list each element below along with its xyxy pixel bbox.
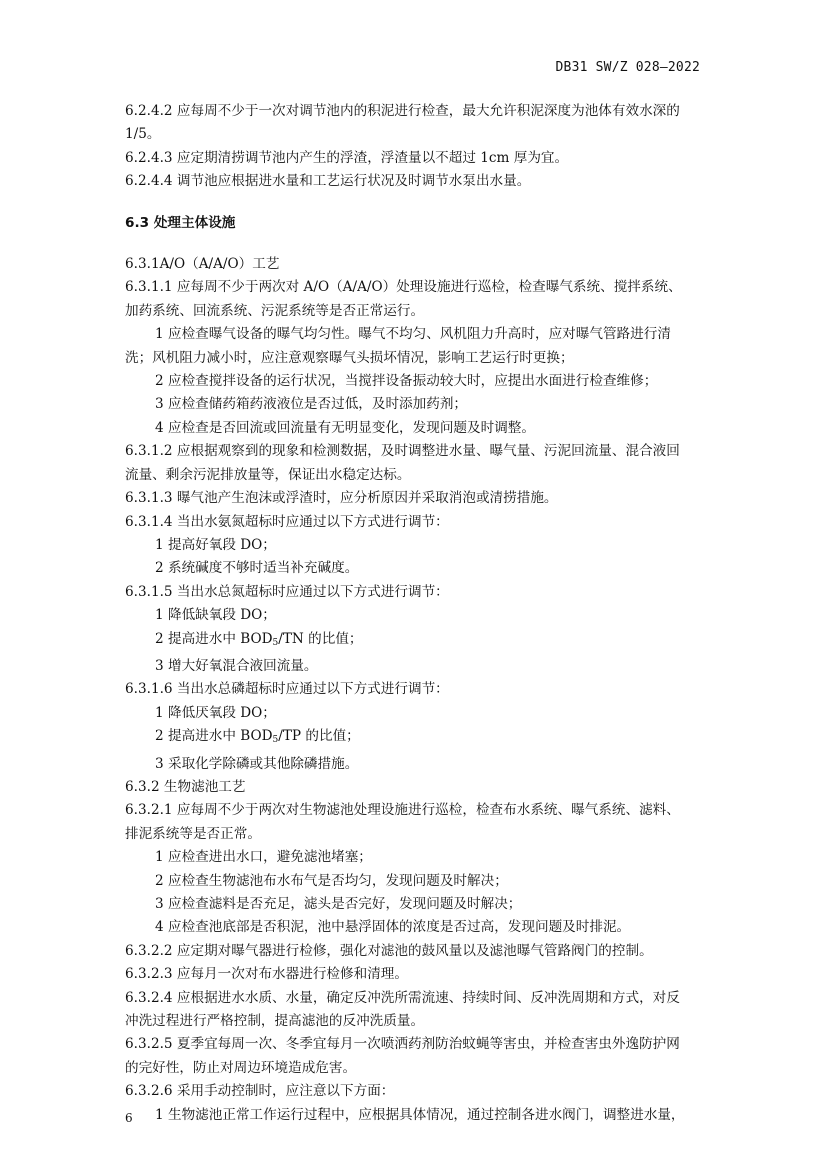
list-item: 1 降低厌氧段 DO； xyxy=(155,704,276,721)
list-item: 3 增大好氧混合液回流量。 xyxy=(155,657,318,674)
list-item: 1 降低缺氧段 DO； xyxy=(155,607,276,624)
list-item: 1 提高好氧段 DO； xyxy=(155,536,276,553)
list-item xyxy=(125,725,703,752)
subscript: 5 xyxy=(272,637,279,648)
list-item-text: /TP 的比值； xyxy=(278,728,360,745)
text-line: 加药系统、回流系统、污泥系统等是否正常运行。 xyxy=(125,302,425,319)
list-item: 4 应检查是否回流或回流量有无明显变化，发现问题及时调整。 xyxy=(155,419,535,436)
text-line: 6.3.2.2 应定期对曝气器进行检修，强化对滤池的鼓风量以及滤池曝气管路阀门的控制。 xyxy=(125,942,653,959)
text-line: 6.3.1.4 当出水氨氮超标时应通过以下方式进行调节： xyxy=(125,513,449,530)
text-line: 排泥系统等是否正常。 xyxy=(125,825,261,842)
text-line: 6.2.4.4 调节池应根据进水量和工艺运行状况及时调节水泵出水量。 xyxy=(125,173,531,190)
list-item: 3 应检查储药箱药液液位是否过低，及时添加药剂； xyxy=(155,396,468,413)
text-line: 6.2.4.3 应定期清捞调节池内产生的浮渣，浮渣量以不超过 1cm 厚为宜。 xyxy=(125,149,569,166)
list-item: 1 应检查进出水口，避免滤池堵塞； xyxy=(155,849,372,866)
text-line: 6.3.1.6 当出水总磷超标时应通过以下方式进行调节： xyxy=(125,681,449,698)
text-line: 6.3.2 生物滤池工艺 xyxy=(125,778,246,795)
list-item: 1 生物滤池正常工作运行过程中，应根据具体情况，通过控制各进水阀门，调整进水量， xyxy=(155,1106,685,1123)
list-item: 3 应检查滤料是否充足，滤头是否完好，发现问题及时解决； xyxy=(155,896,522,912)
text-line: 流量、剩余污泥排放量等，保证出水稳定达标。 xyxy=(125,466,411,483)
list-item: 1 应检查曝气设备的曝气均匀性。曝气不均匀、风机阻力升高时，应对曝气管路进行清 xyxy=(155,326,671,343)
text-line: 6.3.2.3 应每月一次对布水器进行检修和清理。 xyxy=(125,966,408,983)
list-item-text: /TN 的比值； xyxy=(278,630,363,647)
section-title: 6.3 处理主体设施 xyxy=(125,214,236,231)
text-line: 6.3.2.4 应根据进水水质、水量，确定反冲洗所需流速、持续时间、反冲洗周期和方式，对反 xyxy=(125,989,680,1006)
list-item: 2 系统碱度不够时适当补充碱度。 xyxy=(155,560,359,577)
text-line: 6.3.1.5 当出水总氮超标时应通过以下方式进行调节： xyxy=(125,583,449,600)
text-line: 6.3.1.1 应每周不少于两次对 A/O（A/A/O）处理设施进行巡检，检查曝气系统、搅拌系统、 xyxy=(125,279,682,296)
text-line: 6.2.4.2 应每周不少于一次对调节池内的积泥进行检查，最大允许积泥深度为池体有效水深的 xyxy=(125,103,680,119)
list-item: 4 应检查池底部是否积泥，池中悬浮固体的浓度是否过高，发现问题及时排泥。 xyxy=(155,919,631,936)
text-line: 冲洗过程进行严格控制，提高滤池的反冲洗质量。 xyxy=(125,1013,425,1030)
text-line: 的完好性，防止对周边环境造成危害。 xyxy=(125,1059,357,1076)
page-number: 6 xyxy=(125,1111,133,1125)
text-line: 洗；风机阻力减小时，应注意观察曝气头损坏情况，影响工艺运行时更换； xyxy=(125,349,574,366)
text-line: 6.3.1A/O（A/A/O）工艺 xyxy=(125,256,280,273)
subscript: 5 xyxy=(272,735,279,746)
list-item: 2 应检查搅拌设备的运行状况，当搅拌设备振动较大时，应提出水面进行检查维修； xyxy=(155,373,658,390)
paragraph-gap xyxy=(125,194,703,212)
list-item xyxy=(125,628,703,655)
list-item: 2 应检查生物滤池布水布气是否均匀，发现问题及时解决； xyxy=(155,872,508,889)
text-line: 1/5。 xyxy=(125,126,161,143)
list-item: 3 采取化学除磷或其他除磷措施。 xyxy=(155,755,359,772)
paragraph-gap xyxy=(125,235,703,253)
text-line: 6.3.1.2 应根据观察到的现象和检测数据，及时调整进水量、曝气量、污泥回流量、混合液回 xyxy=(125,443,680,460)
document-code-header: DB31 SW/Z 028—2022 xyxy=(555,60,700,75)
text-line: 6.3.2.5 夏季宜每周一次、冬季宜每月一次喷洒药剂防治蚊蝇等害虫，并检查害虫外逸防护网 xyxy=(125,1036,680,1053)
text-line: 6.3.2.6 采用手动控制时，应注意以下方面： xyxy=(125,1083,395,1100)
document-body xyxy=(125,100,703,1127)
text-line: 6.3.2.1 应每周不少于两次对生物滤池处理设施进行巡检，检查布水系统、曝气系统、滤料、 xyxy=(125,802,680,819)
list-item-text: 2 提高进水中 BOD xyxy=(155,728,273,745)
list-item-text: 2 提高进水中 BOD xyxy=(155,630,273,647)
text-line: 6.3.1.3 曝气池产生泡沫或浮渣时，应分析原因并采取消泡或清捞措施。 xyxy=(125,490,558,507)
